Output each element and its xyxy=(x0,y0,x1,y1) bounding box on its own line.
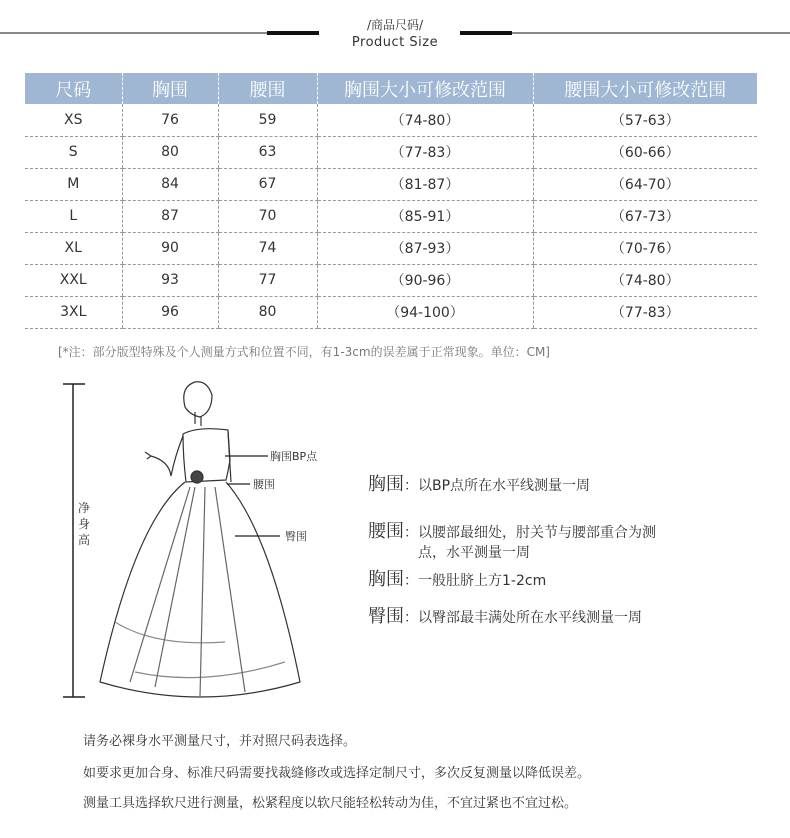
col-waist: 腰围 xyxy=(218,73,317,104)
table-cell: 59 xyxy=(218,104,317,136)
table-header-row xyxy=(25,73,757,104)
bust-bp-label: 胸围BP点 xyxy=(270,450,318,463)
table-cell: （77-83） xyxy=(317,136,533,168)
definition-waist: 腰围：以腰部最细处，肘关节与腰部重合为测 xyxy=(368,521,656,542)
table-cell: 90 xyxy=(122,232,218,264)
table-cell: （87-93） xyxy=(317,232,533,264)
table-cell: 67 xyxy=(218,168,317,200)
table-row xyxy=(25,264,757,296)
table-cell: （64-70） xyxy=(533,168,757,200)
table-cell: 96 xyxy=(122,296,218,328)
table-cell: 93 xyxy=(122,264,218,296)
table-cell: （81-87） xyxy=(317,168,533,200)
table-cell: 74 xyxy=(218,232,317,264)
table-cell: （77-83） xyxy=(533,296,757,328)
height-label: 净身高 xyxy=(78,501,91,547)
table-row xyxy=(25,232,757,264)
table-cell: S xyxy=(25,136,122,168)
table-cell: M xyxy=(25,168,122,200)
col-bust: 胸围 xyxy=(122,73,218,104)
dress-illustration xyxy=(55,372,355,712)
table-cell: XL xyxy=(25,232,122,264)
table-cell: （85-91） xyxy=(317,200,533,232)
col-size: 尺码 xyxy=(25,73,122,104)
table-cell: （70-76） xyxy=(533,232,757,264)
col-bust-range: 胸围大小可修改范围 xyxy=(317,73,533,104)
table-cell: 70 xyxy=(218,200,317,232)
table-cell: 76 xyxy=(122,104,218,136)
table-cell: 87 xyxy=(122,200,218,232)
table-cell: （74-80） xyxy=(317,104,533,136)
table-cell: 80 xyxy=(122,136,218,168)
footer-line-1: 请务必裸身水平测量尺寸，并对照尺码表选择。 xyxy=(83,734,357,749)
table-cell: 3XL xyxy=(25,296,122,328)
table-cell: 77 xyxy=(218,264,317,296)
table-cell: 80 xyxy=(218,296,317,328)
table-row xyxy=(25,168,757,200)
table-row xyxy=(25,200,757,232)
waist-label: 腰围 xyxy=(253,478,275,491)
note: [*注：部分版型特殊及个人测量方式和位置不同，有1-3cm的误差属于正常现象。单位：CM] xyxy=(58,345,550,359)
footer-line-2: 如要求更加合身、标准尺码需要找裁缝修改或选择定制尺寸，多次反复测量以降低误差。 xyxy=(83,766,591,781)
table-row xyxy=(25,136,757,168)
definition-bust: 胸围：以BP点所在水平线测量一周 xyxy=(368,474,591,495)
definition-hip: 臀围：以臀部最丰满处所在水平线测量一周 xyxy=(368,606,642,627)
table-cell: （57-63） xyxy=(533,104,757,136)
title-cn: /商品尺码/ xyxy=(366,18,424,32)
table-cell: XS xyxy=(25,104,122,136)
table-cell: 84 xyxy=(122,168,218,200)
col-waist-range: 腰围大小可修改范围 xyxy=(533,73,757,104)
title-en: Product Size xyxy=(351,35,439,50)
dress-sketch-icon xyxy=(100,382,300,697)
table-cell: （60-66） xyxy=(533,136,757,168)
table-cell: （74-80） xyxy=(533,264,757,296)
table-cell: （94-100） xyxy=(317,296,533,328)
definition-waist-cont: 点，水平测量一周 xyxy=(418,545,530,561)
table-cell: （67-73） xyxy=(533,200,757,232)
footer-line-3: 测量工具选择软尺进行测量，松紧程度以软尺能轻松转动为佳，不宜过紧也不宜过松。 xyxy=(83,796,578,811)
table-cell: XXL xyxy=(25,264,122,296)
table-row xyxy=(25,104,757,136)
definition-bust-2: 胸围：一般肚脐上方1-2cm xyxy=(368,569,547,590)
table-row xyxy=(25,296,757,328)
table-cell: L xyxy=(25,200,122,232)
hip-label: 臀围 xyxy=(285,530,307,543)
table-cell: 63 xyxy=(218,136,317,168)
table-cell: （90-96） xyxy=(317,264,533,296)
size-table xyxy=(25,73,757,329)
